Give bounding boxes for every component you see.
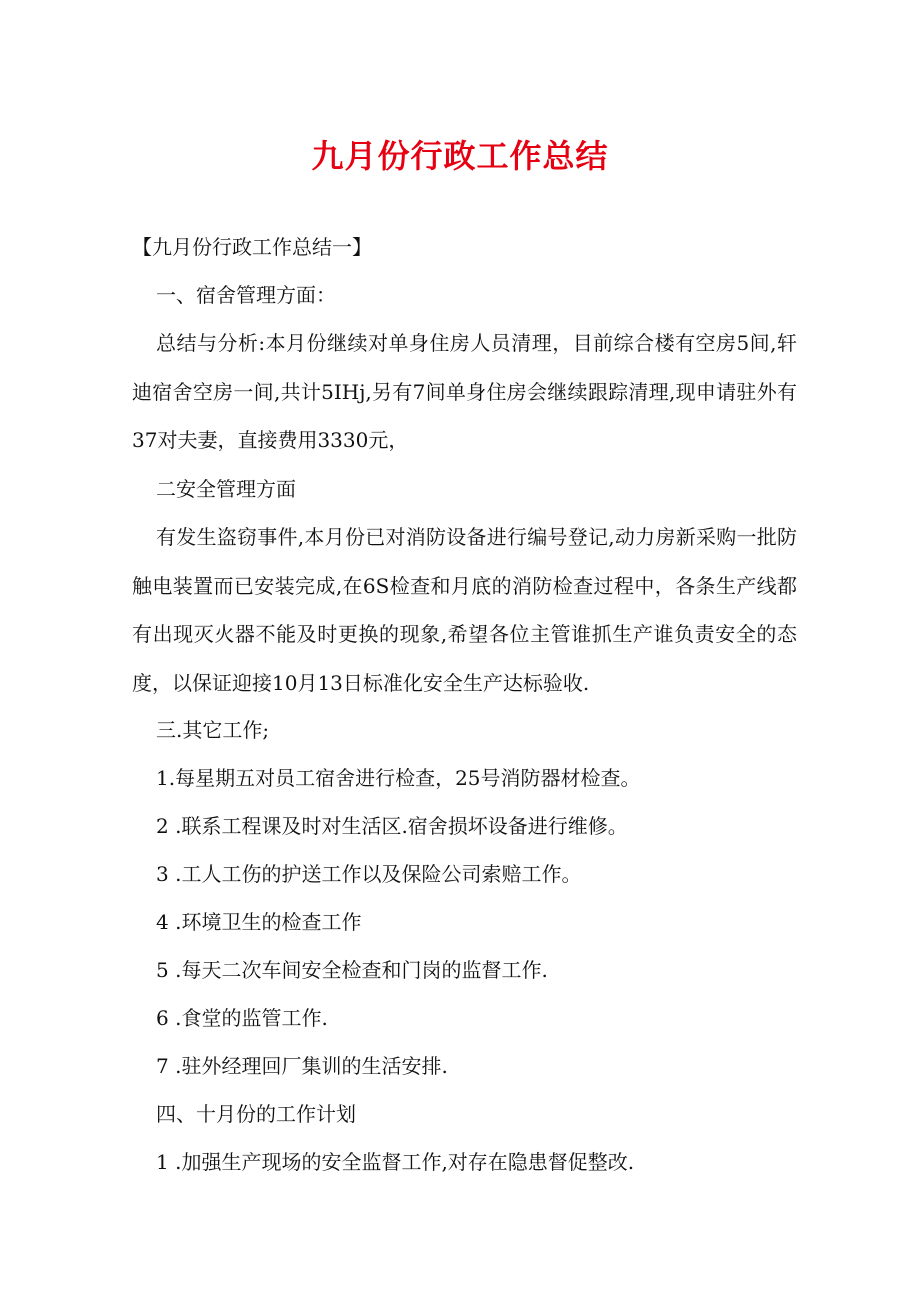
paragraph-dormitory-summary: 总结与分析:本月份继续对单身住房人员清理，目前综合楼有空房5间,轩迪宿舍空房一间,共计5IHj,另有7间单身住房会继续跟踪清理,现申请驻外有37对夫妻，直接费用3330元，	[132, 331, 797, 452]
list-item: 1.每星期五对员工宿舍进行检查，25号消防器材检查。	[156, 766, 641, 790]
list-item: 2 .联系工程课及时对生活区.宿舍损坏设备进行维修。	[156, 814, 628, 838]
paragraph-safety-summary: 有发生盗窃事件,本月份已对消防设备进行编号登记,动力房新采购一批防触电装置而已安装完成,在6S检查和月底的消防检查过程中，各条生产线都有出现灭火器不能及时更换的现象,希望各位主管谁抓生产谁负责安全的态度，以保证迎接10月13日标准化安全生产达标验收.	[132, 525, 797, 695]
document-title: 九月份行政工作总结	[311, 137, 609, 175]
section-heading-october-plan: 四、十月份的工作计划	[156, 1102, 356, 1126]
list-item: 7 .驻外经理回厂集训的生活安排.	[156, 1054, 448, 1078]
list-item: 6 .食堂的监管工作.	[156, 1006, 328, 1030]
section-heading-other-work: 三.其它工作;	[156, 718, 270, 742]
list-item: 4 .环境卫生的检查工作	[156, 910, 362, 934]
list-item: 1 .加强生产现场的安全监督工作,对存在隐患督促整改.	[156, 1150, 635, 1174]
list-item: 5 .每天二次车间安全检查和门岗的监督工作.	[156, 958, 548, 982]
list-item: 3 .工人工伤的护送工作以及保险公司索赔工作。	[156, 862, 582, 886]
section-heading-safety: 二安全管理方面	[156, 477, 296, 501]
section-heading-dormitory: 一、宿舍管理方面：	[156, 283, 336, 307]
document-subtitle: 【九月份行政工作总结一】	[132, 235, 372, 259]
